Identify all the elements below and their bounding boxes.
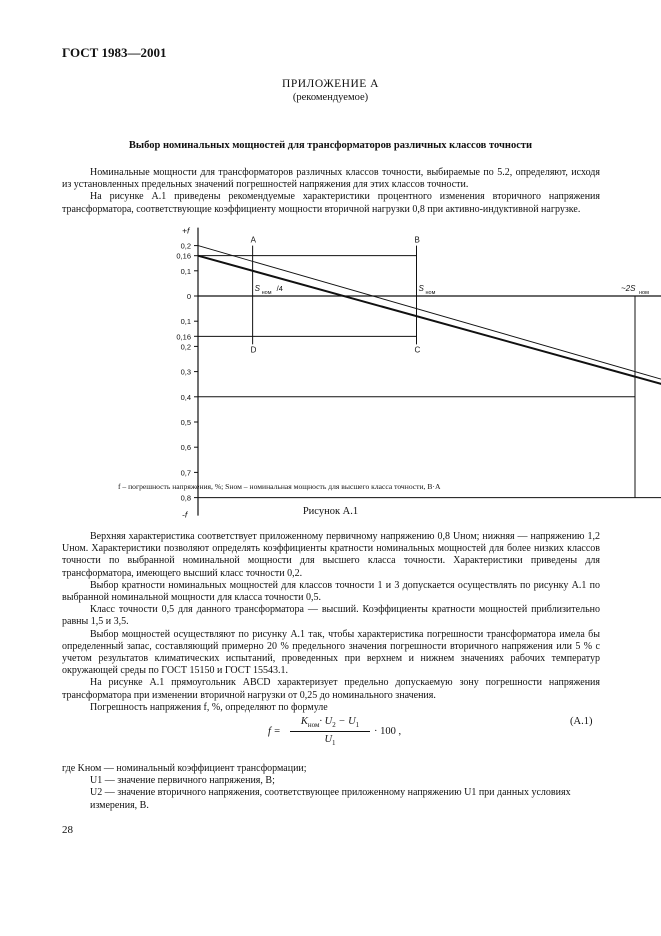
y-tick-label: 0,16 xyxy=(176,251,191,261)
definition-k: где Kном — номинальный коэффициент трансформации; xyxy=(62,763,307,774)
point-label-d: D xyxy=(250,345,257,355)
y-axis-bottom-label: -f xyxy=(182,509,188,520)
intro-paragraph-2: На рисунке А.1 приведены рекомендуемые характеристики процентного изменения вторичного напряжения трансформатора, соответствующие коэффициенту мощности вторичной нагрузки 0,8 при активно-индуктивной нагрузке. xyxy=(62,191,600,215)
paragraph-3: Верхняя характеристика соответствует приложенному первичному напряжению 0,8 Uном; нижняя — напряжению 1,2 Uном. Характеристики позволяют определять коэффициенты кратности номинальных мощностей для более низких классов точности по выбранной номинальной мощности для высшего класса точности. Характеристики приведены для трансформатора, имеющего высший класс точности 0,2. xyxy=(62,531,600,579)
fraction-bar xyxy=(290,731,370,732)
formula-k-sub: ном xyxy=(307,721,320,730)
y-tick-label: 0 xyxy=(186,292,191,301)
formula-u1-sub: 1 xyxy=(355,721,360,730)
x-label-s-nom: S xyxy=(418,284,424,293)
formula-k: K xyxy=(300,716,308,727)
main-text xyxy=(62,531,600,714)
point-label-a: A xyxy=(250,235,256,245)
series-line-1 xyxy=(198,246,661,498)
y-tick-label: 0,5 xyxy=(180,418,191,427)
x-label-s-quarter: S xyxy=(254,284,260,293)
formula-a1 xyxy=(0,712,661,752)
y-tick-label: 0,8 xyxy=(180,493,191,503)
document-header: ГОСТ 1983—2001 xyxy=(62,45,167,60)
x-label-2s: ~2S xyxy=(621,284,636,293)
x-label-2s-sub: ном xyxy=(639,290,649,296)
figure-caption: Рисунок А.1 xyxy=(302,506,359,517)
paragraph-4: Выбор кратности номинальных мощностей для классов точности 1 и 3 допускается осуществлять по рисунку А.1 по выбранной номинальной мощности для класса точности 0,5. xyxy=(62,579,600,604)
figure-legend: f – погрешность напряжения, %; Sном – номинальная мощность для высшего класса точности, В·А xyxy=(118,482,441,491)
chart-layer xyxy=(176,226,661,520)
formula-numerator xyxy=(290,716,370,729)
y-tick-label: 0,4 xyxy=(180,392,191,402)
x-label-s-nom-sub: ном xyxy=(425,290,436,296)
paragraph-8: Погрешность напряжения f, %, определяют по формуле xyxy=(90,701,328,713)
y-tick-label: 0,1 xyxy=(180,266,191,276)
equation-number: (А.1) xyxy=(570,716,593,727)
x-label-s-quarter-frac: /4 xyxy=(276,284,283,293)
formula-den-u: U xyxy=(324,734,333,745)
definition-u2: U2 — значение вторичного напряжения, соответствующее приложенному напряжению U1 при данных условиях измерения, В. xyxy=(90,787,571,811)
section-title: Выбор номинальных мощностей для трансформаторов различных классов точности xyxy=(128,140,533,151)
paragraph-7: На рисунке А.1 прямоугольник ABCD характеризует предельно допускаемую зону погрешности напряжения трансформатора при изменении вторичной нагрузки от 0,25 до номинального значения. xyxy=(62,677,600,701)
intro-text xyxy=(62,167,600,216)
formula-denominator xyxy=(290,734,370,747)
y-tick-label: 0,2 xyxy=(180,342,191,352)
symbol-definitions xyxy=(62,763,600,812)
paragraph-5: Класс точности 0,5 для данного трансформатора — высший. Коэффициенты кратности мощностей приблизительно равны 1,5 и 3,5. xyxy=(62,604,600,628)
formula-lhs: f = xyxy=(268,726,281,737)
page-number: 28 xyxy=(62,824,73,836)
y-tick-label: 0,6 xyxy=(180,443,191,453)
definition-u1: U1 — значение первичного напряжения, В; xyxy=(90,775,275,787)
formula-u2-sub: 2 xyxy=(332,721,336,730)
paragraph-6: Выбор мощностей осуществляют по рисунку А.1 так, чтобы характеристика погрешности трансформатора имела бы определенный запас, составляющий примерно 20 % предельного значения погрешности вторичного напряжения или 5 % с учетом результатов климатических испытаний, проведенных при верхнем и нижнем значениях рабочих температур окружающей среды по ГОСТ 15150 и ГОСТ 15543.1. xyxy=(62,628,600,677)
appendix-title: ПРИЛОЖЕНИЕ А xyxy=(282,78,379,90)
formula-u2: · U xyxy=(319,716,333,727)
point-label-c: C xyxy=(414,345,421,355)
y-tick-label: 0,3 xyxy=(180,367,191,377)
formula-tail: · 100 , xyxy=(374,726,402,737)
appendix-subtitle: (рекомендуемое) xyxy=(292,92,369,103)
point-label-b: B xyxy=(414,235,420,245)
y-tick-label: 0,7 xyxy=(180,468,191,478)
y-tick-label: 0,16 xyxy=(176,332,191,342)
y-tick-label: 0,2 xyxy=(180,241,191,251)
formula-u1: − U xyxy=(335,716,356,727)
x-label-s-quarter-sub: ном xyxy=(261,290,272,296)
y-tick-label: 0,1 xyxy=(180,317,191,327)
formula-den-sub: 1 xyxy=(332,739,336,748)
y-axis-top-label: +f xyxy=(182,225,190,236)
intro-paragraph-1: Номинальные мощности для трансформаторов различных классов точности, выбираемые по 5.2, определяют, исходя из установленных предельных значений погрешностей напряжения для этих классов точности. xyxy=(62,167,600,191)
